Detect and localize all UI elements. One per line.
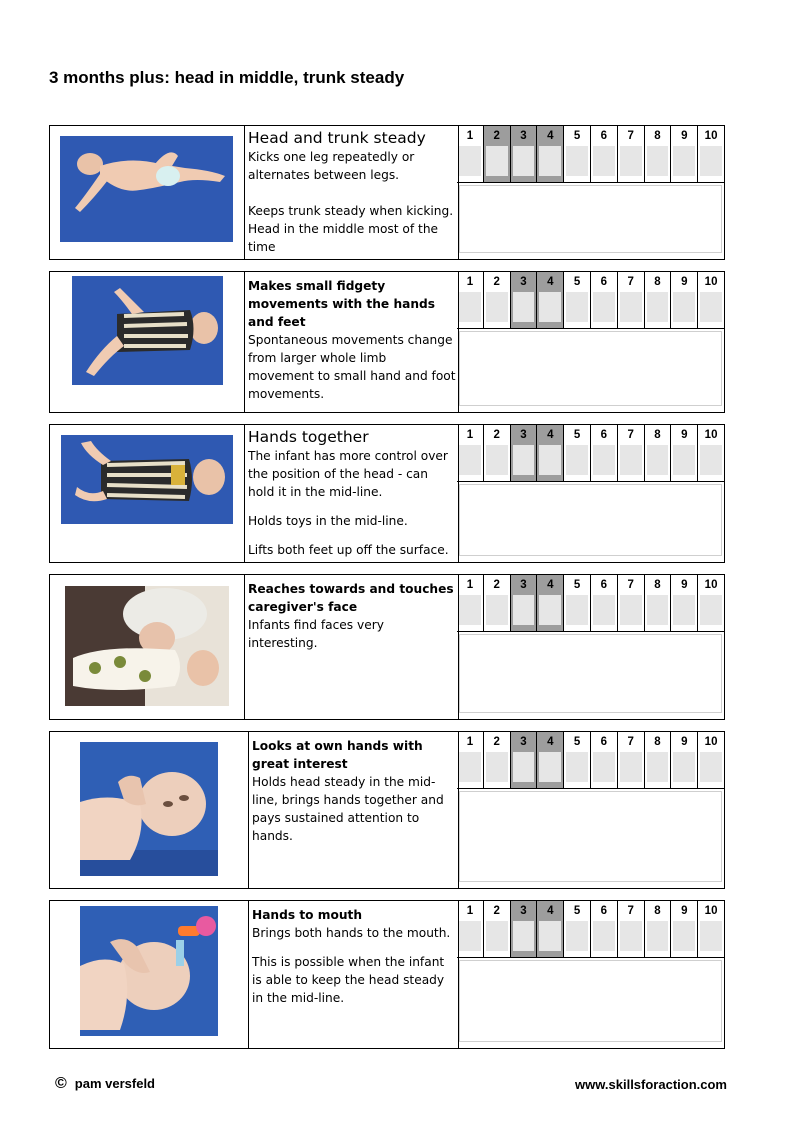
score-10[interactable]: 10 [698,732,724,788]
score-3[interactable]: 3 [511,732,538,788]
website-link[interactable]: www.skillsforaction.com [575,1077,727,1092]
infant-photo [65,586,229,706]
score-box[interactable] [593,146,615,176]
photo-cell [50,575,245,719]
milestone-heading: Head and trunk steady [248,129,426,147]
score-8[interactable]: 8 [645,272,672,328]
milestone-row-5 [49,731,725,889]
score-7[interactable]: 7 [618,272,645,328]
score-scale [457,732,724,789]
milestone-row-1 [49,125,725,260]
score-4[interactable]: 4 [537,732,564,788]
score-9[interactable]: 9 [671,272,698,328]
score-5[interactable]: 5 [564,732,591,788]
milestone-description [245,425,459,562]
score-box[interactable] [700,146,722,176]
score-box[interactable] [620,146,642,176]
score-scale [457,575,724,632]
score-box[interactable] [700,921,722,951]
score-box[interactable] [486,292,508,322]
score-box[interactable] [566,445,588,475]
notes-box[interactable] [459,634,722,713]
notes-box[interactable] [459,484,722,556]
score-3[interactable]: 3 [511,901,538,957]
score-2[interactable]: 2 [484,575,511,631]
score-9[interactable]: 9 [671,425,698,481]
score-8[interactable]: 8 [645,732,672,788]
score-box[interactable] [539,146,561,176]
score-7[interactable]: 7 [618,732,645,788]
score-cell [457,901,724,1048]
score-2[interactable]: 2 [484,901,511,957]
photo-cell [50,901,249,1048]
score-2[interactable]: 2 [484,732,511,788]
score-9[interactable]: 9 [671,901,698,957]
score-1[interactable]: 1 [457,425,484,481]
score-box[interactable] [459,595,481,625]
score-1[interactable]: 1 [457,272,484,328]
score-box[interactable] [566,595,588,625]
score-5[interactable]: 5 [564,126,591,182]
score-box[interactable] [647,292,669,322]
score-10[interactable]: 10 [698,425,724,481]
score-box[interactable] [647,595,669,625]
score-box[interactable] [700,292,722,322]
score-1[interactable]: 1 [457,575,484,631]
score-box[interactable] [459,292,481,322]
milestone-text: This is possible when the infant is able to keep the head steady in the mid-line. [252,955,445,1005]
milestone-description [245,272,459,412]
score-box[interactable] [459,146,481,176]
milestone-heading: Makes small fidgety movements with the hands and feet [248,279,435,329]
score-10[interactable]: 10 [698,272,724,328]
score-box[interactable] [486,146,508,176]
score-5[interactable]: 5 [564,575,591,631]
milestone-text: Spontaneous movements change from larger whole limb movement to small hand and foot movements. [248,333,456,401]
score-box[interactable] [647,921,669,951]
score-box[interactable] [566,292,588,322]
infant-photo [61,435,233,524]
score-box[interactable] [486,595,508,625]
score-7[interactable]: 7 [618,901,645,957]
score-cell [457,425,724,562]
score-scale [457,272,724,329]
score-7[interactable]: 7 [618,425,645,481]
score-box[interactable] [593,752,615,782]
score-9[interactable]: 9 [671,126,698,182]
infant-photo [60,136,233,242]
score-box[interactable] [673,445,695,475]
score-box[interactable] [647,752,669,782]
score-box[interactable] [647,445,669,475]
score-box[interactable] [459,752,481,782]
notes-box[interactable] [459,960,722,1042]
milestone-row-6 [49,900,725,1049]
score-box[interactable] [593,921,615,951]
score-box[interactable] [539,292,561,322]
photo-cell [50,732,249,888]
score-3[interactable]: 3 [511,425,538,481]
milestone-text: Keeps trunk steady when kicking. Head in the middle most of the time [248,204,454,254]
score-8[interactable]: 8 [645,126,672,182]
score-box[interactable] [513,595,535,625]
copyright-icon: © [55,1075,67,1092]
score-box[interactable] [593,595,615,625]
milestone-row-2 [49,271,725,413]
score-9[interactable]: 9 [671,732,698,788]
score-scale [457,126,724,183]
notes-box[interactable] [459,791,722,882]
score-box[interactable] [513,445,535,475]
photo-cell [50,126,245,259]
score-8[interactable]: 8 [645,425,672,481]
milestone-text: The infant has more control over the position of the head - can hold it in the mid-line. [248,449,448,499]
score-box[interactable] [486,752,508,782]
score-1[interactable]: 1 [457,732,484,788]
score-2[interactable]: 2 [484,425,511,481]
score-10[interactable]: 10 [698,575,724,631]
score-5[interactable]: 5 [564,425,591,481]
score-10[interactable]: 10 [698,126,724,182]
milestone-heading: Hands to mouth [252,908,363,922]
score-4[interactable]: 4 [537,575,564,631]
score-4[interactable]: 4 [537,126,564,182]
score-box[interactable] [620,921,642,951]
score-box[interactable] [673,921,695,951]
score-4[interactable]: 4 [537,425,564,481]
milestone-row-3 [49,424,725,563]
score-scale [457,901,724,958]
score-box[interactable] [513,752,535,782]
author-name: pam versfeld [74,1076,155,1091]
score-box[interactable] [539,445,561,475]
score-6[interactable]: 6 [591,126,618,182]
milestone-description [245,575,459,719]
milestone-text: Lifts both feet up off the surface. [248,543,449,557]
score-box[interactable] [566,752,588,782]
infant-photo [80,742,218,876]
notes-box[interactable] [459,331,722,406]
score-box[interactable] [459,445,481,475]
milestone-heading: Looks at own hands with great interest [252,739,423,771]
milestone-text: Infants find faces very interesting. [248,618,384,650]
score-7[interactable]: 7 [618,575,645,631]
score-3[interactable]: 3 [511,575,538,631]
score-8[interactable]: 8 [645,575,672,631]
score-box[interactable] [673,595,695,625]
photo-cell [50,425,245,562]
milestone-text: Brings both hands to the mouth. [252,926,451,940]
score-box[interactable] [539,752,561,782]
score-cell [457,126,724,259]
score-box[interactable] [539,921,561,951]
milestone-text: Kicks one leg repeatedly or alternates between legs. [248,150,415,182]
score-box[interactable] [700,752,722,782]
score-1[interactable]: 1 [457,901,484,957]
score-scale [457,425,724,482]
score-7[interactable]: 7 [618,126,645,182]
score-1[interactable]: 1 [457,126,484,182]
score-5[interactable]: 5 [564,901,591,957]
score-box[interactable] [539,595,561,625]
score-box[interactable] [593,292,615,322]
score-box[interactable] [566,921,588,951]
score-10[interactable]: 10 [698,901,724,957]
score-cell [457,272,724,412]
infant-photo [80,906,218,1036]
score-9[interactable]: 9 [671,575,698,631]
score-box[interactable] [647,146,669,176]
score-box[interactable] [593,445,615,475]
milestone-description [245,126,459,259]
score-3[interactable]: 3 [511,272,538,328]
score-2[interactable]: 2 [484,272,511,328]
score-4[interactable]: 4 [537,901,564,957]
score-box[interactable] [620,292,642,322]
notes-box[interactable] [459,185,722,253]
infant-photo [72,276,223,385]
photo-cell [50,272,245,412]
footer-author [55,1075,155,1093]
milestone-description [249,732,459,888]
score-box[interactable] [513,292,535,322]
score-2[interactable]: 2 [484,126,511,182]
milestone-heading: Reaches towards and touches caregiver's face [248,582,454,614]
score-6[interactable]: 6 [591,575,618,631]
score-box[interactable] [459,921,481,951]
milestone-text: Holds head steady in the mid-line, brings hands together and pays sustained attention to hands. [252,775,444,843]
score-6[interactable]: 6 [591,732,618,788]
score-box[interactable] [700,445,722,475]
score-box[interactable] [620,445,642,475]
score-box[interactable] [513,146,535,176]
score-8[interactable]: 8 [645,901,672,957]
score-box[interactable] [566,146,588,176]
score-6[interactable]: 6 [591,425,618,481]
score-4[interactable]: 4 [537,272,564,328]
score-6[interactable]: 6 [591,901,618,957]
score-3[interactable]: 3 [511,126,538,182]
score-6[interactable]: 6 [591,272,618,328]
page-title: 3 months plus: head in middle, trunk steady [49,68,405,87]
score-box[interactable] [673,146,695,176]
score-5[interactable]: 5 [564,272,591,328]
score-box[interactable] [673,752,695,782]
milestone-row-4 [49,574,725,720]
score-box[interactable] [700,595,722,625]
milestone-description [249,901,459,1048]
score-box[interactable] [620,752,642,782]
score-box[interactable] [673,292,695,322]
milestone-heading: Hands together [248,428,369,446]
score-cell [457,575,724,719]
score-box[interactable] [486,445,508,475]
score-box[interactable] [513,921,535,951]
score-box[interactable] [620,595,642,625]
score-cell [457,732,724,888]
milestone-text: Holds toys in the mid-line. [248,514,408,528]
score-box[interactable] [486,921,508,951]
